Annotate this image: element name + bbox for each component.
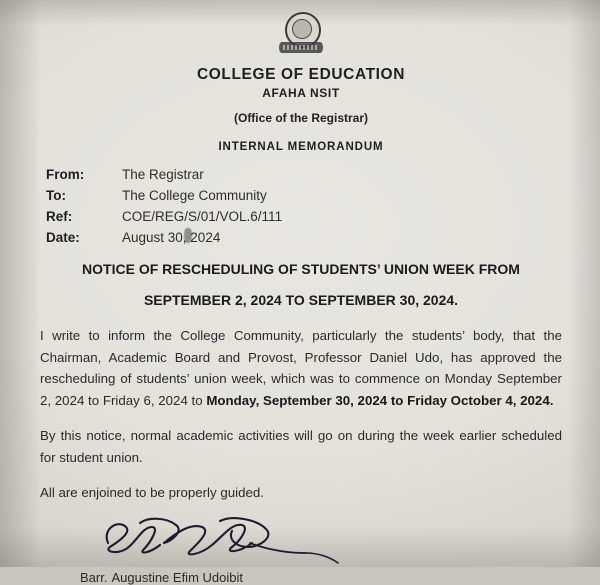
notice-headline-line1: NOTICE OF RESCHEDULING OF STUDENTS’ UNION WEEK FROM	[82, 261, 520, 277]
notice-paragraph-2: By this notice, normal academic activities will go on during the week earlier scheduled for student union.	[40, 428, 562, 465]
memo-field-date	[46, 230, 562, 245]
signature-name: Augustine Efim Udoibit	[111, 570, 243, 585]
college-location: AFAHA NSIT	[262, 86, 340, 100]
memo-field-date-text: August 30, 2024	[122, 230, 221, 245]
memo-field-date-value	[122, 230, 220, 245]
office-line: (Office of the Registrar)	[233, 111, 368, 125]
memo-field-to-value: The College Community	[122, 188, 267, 203]
notice-paragraph-1-emphasis: Monday, September 30, 2024 to Friday October 4, 2024.	[206, 392, 554, 408]
ink-smudge	[184, 228, 192, 243]
memo-field-to-label: To:	[46, 188, 66, 203]
memo-field-from-value: The Registrar	[122, 167, 204, 182]
memo-field-to	[46, 188, 562, 203]
notice-paragraph-3: All are enjoined to be properly guided.	[40, 485, 264, 501]
signature-block	[40, 517, 562, 583]
memo-field-ref	[46, 209, 562, 224]
notice-headline-line2: SEPTEMBER 2, 2024 TO SEPTEMBER 30, 2024.	[143, 291, 459, 308]
memo-field-ref-label: Ref:	[46, 209, 73, 224]
college-crest-icon	[277, 12, 325, 62]
crest-container	[40, 12, 562, 62]
signature-prefix: Barr.	[80, 570, 108, 585]
notice-headline	[40, 261, 562, 309]
memo-field-from	[46, 167, 562, 182]
notice-paragraph-1-text: I write to inform the College Community, particularly the students’ body, that the Chairman, Academic Board and Provost, Professor Daniel Udo, has approved the rescheduling of students’ union week, which was to commence on Monday September 2, 2024 to Friday 6, 2024 to	[40, 328, 562, 408]
memo-field-date-label: Date:	[46, 230, 80, 245]
memo-field-ref-value: COE/REG/S/01/VOL.6/111	[122, 209, 283, 224]
memo-title: INTERNAL MEMORANDUM	[218, 141, 384, 153]
notice-paragraph-1	[40, 325, 562, 411]
signature-icon	[80, 513, 340, 569]
memo-header-fields	[40, 167, 562, 245]
signature-name-line	[80, 570, 243, 585]
memo-field-from-label: From:	[46, 167, 85, 182]
college-name: COLLEGE OF EDUCATION	[196, 66, 406, 83]
